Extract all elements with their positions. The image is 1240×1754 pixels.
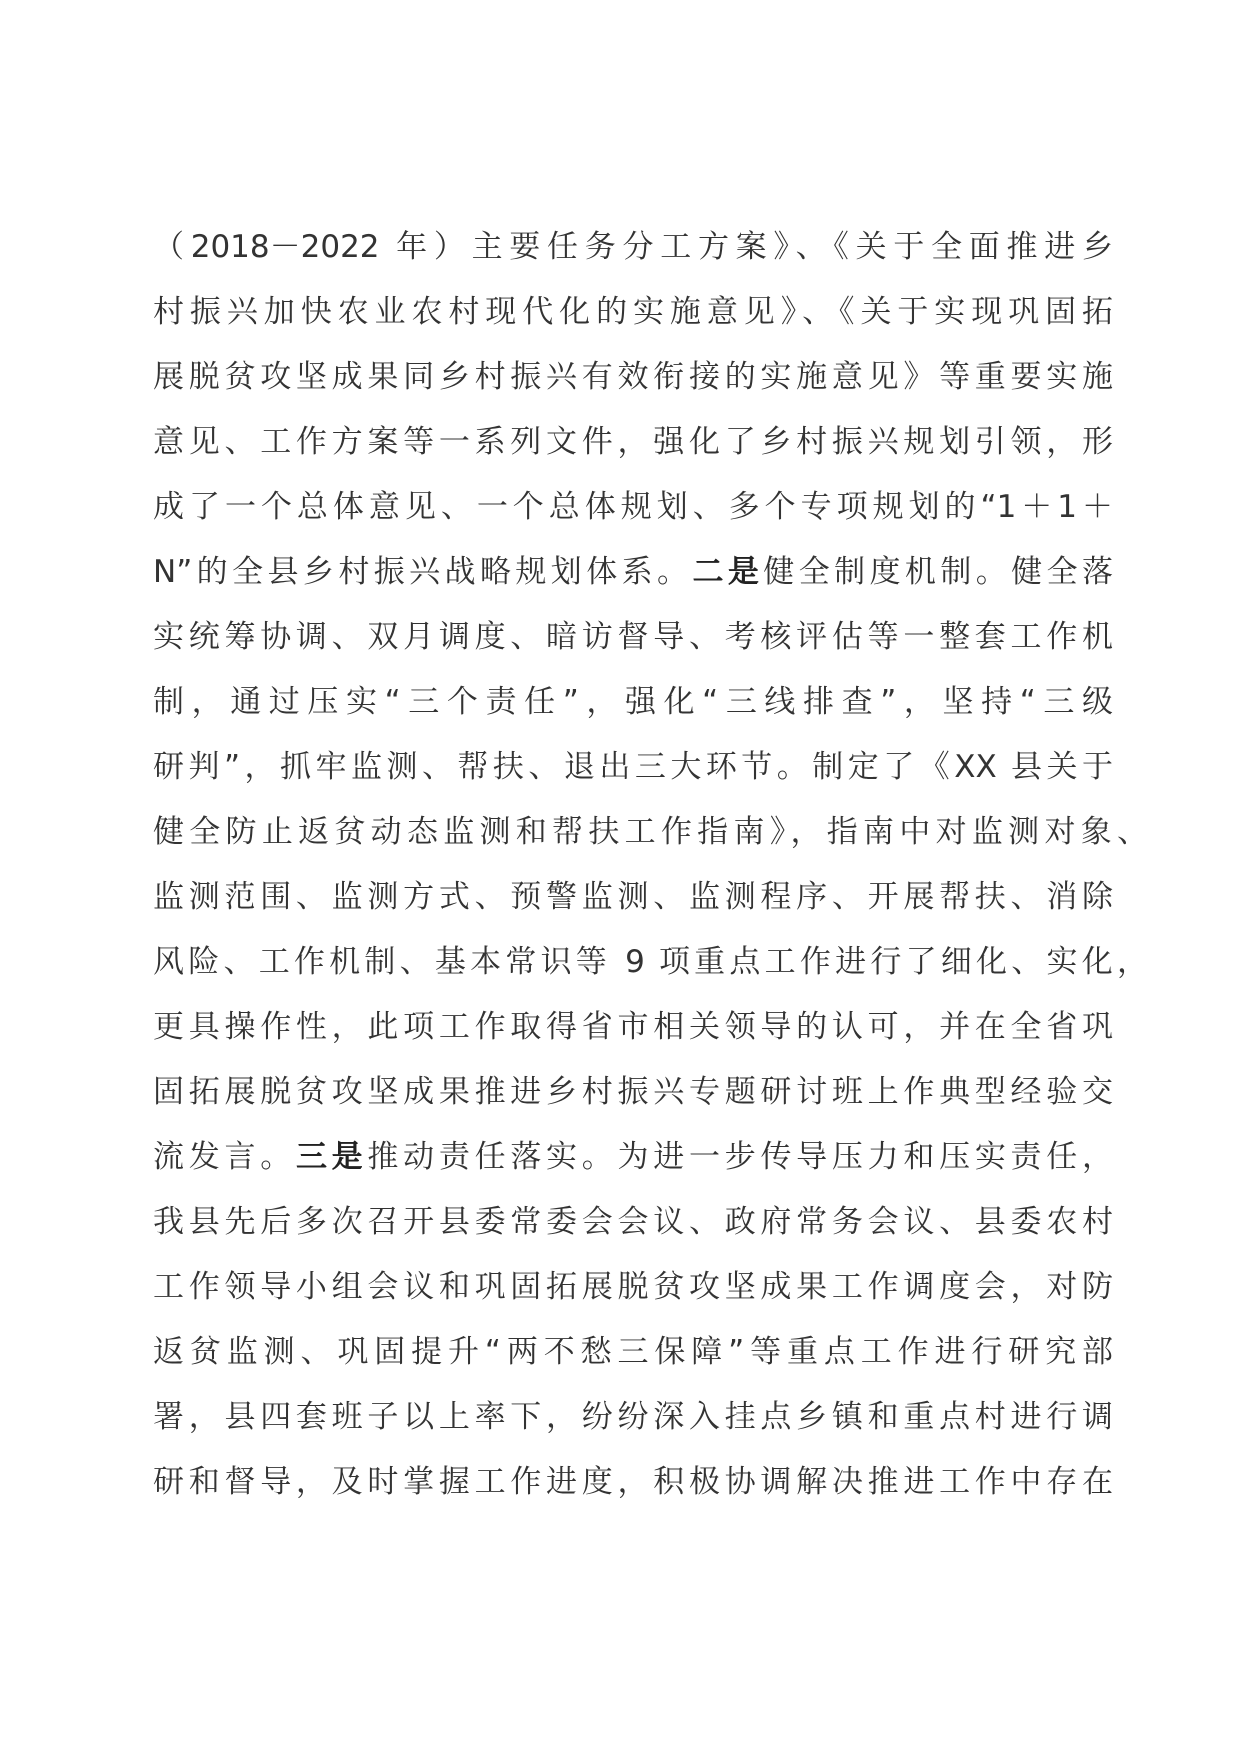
text-line: 工作领导小组会议和巩固拓展脱贫攻坚成果工作调度会，对防 [153,1269,1113,1305]
text-line: 监测范围、监测方式、预警监测、监测程序、开展帮扶、消除 [153,879,1113,915]
text-line: 我县先后多次召开县委常委会会议、政府常务会议、县委农村 [153,1204,1113,1240]
text-line: 署，县四套班子以上率下，纷纷深入挂点乡镇和重点村进行调 [153,1399,1113,1435]
text-line: 实统筹协调、双月调度、暗访督导、考核评估等一整套工作机 [153,619,1113,655]
document-body [153,215,1148,1515]
text-line: 流发言。三是推动责任落实。为进一步传导压力和压实责任， [153,1139,1114,1175]
text-line: 研和督导，及时掌握工作进度，积极协调解决推进工作中存在 [153,1464,1113,1500]
text-line: 返贫监测、巩固提升“两不愁三保障”等重点工作进行研究部 [153,1334,1113,1370]
text-line: 固拓展脱贫攻坚成果推进乡村振兴专题研讨班上作典型经验交 [153,1074,1113,1110]
text-line: 研判”，抓牢监测、帮扶、退出三大环节。制定了《XX 县关于 [153,749,1113,785]
emphasis-text: 三是 [295,1139,368,1175]
text-line: （2018－2022 年）主要任务分工方案》、《关于全面推进乡 [153,229,1113,265]
emphasis-text: 二是 [692,554,764,590]
text-line: 更具操作性，此项工作取得省市相关领导的认可，并在全省巩 [153,1009,1113,1045]
text-line: 风险、工作机制、基本常识等 9 项重点工作进行了细化、实化， [153,944,1148,980]
text-line: 制，通过压实“三个责任”，强化“三线排查”，坚持“三级 [153,684,1113,720]
text-line: 健全防止返贫动态监测和帮扶工作指南》，指南中对监测对象、 [153,814,1148,850]
text-line: 意见、工作方案等一系列文件，强化了乡村振兴规划引领，形 [153,424,1113,460]
text-line: 展脱贫攻坚成果同乡村振兴有效衔接的实施意见》等重要实施 [153,359,1113,395]
text-line: 成了一个总体意见、一个总体规划、多个专项规划的“1＋1＋ [153,489,1113,525]
text-line: N”的全县乡村振兴战略规划体系。二是健全制度机制。健全落 [153,554,1114,590]
text-line: 村振兴加快农业农村现代化的实施意见》、《关于实现巩固拓 [153,294,1113,330]
